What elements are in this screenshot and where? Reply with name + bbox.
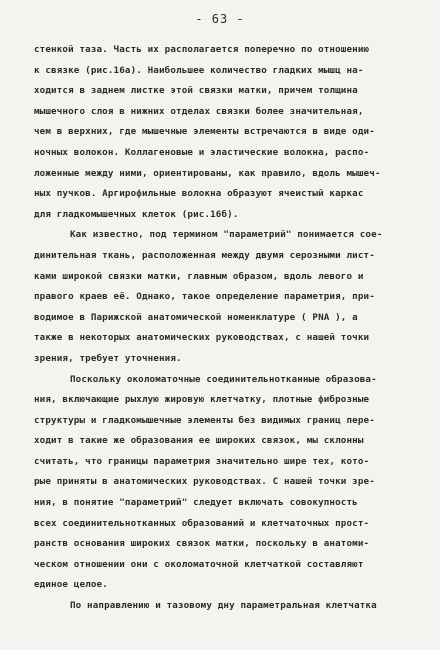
text-line: также в некоторых анатомических руководствах, с нашей точки — [34, 332, 370, 344]
text-line: ческом отношении они с околоматочной клетчаткой составляют — [34, 558, 364, 570]
text-line: Поскольку околоматочные соединительнотканные образова- — [70, 373, 377, 385]
text-line: единое целое. — [34, 579, 108, 591]
text-line: водимое в Парижской анатомической номенклатуре ( PNA ), а — [34, 311, 358, 323]
text-line: ложенные между ними, ориентированы, как правило, вдоль мышеч- — [34, 167, 381, 179]
text-line: ходит в такие же образования ее широких связок, мы склонны — [34, 435, 364, 447]
text-line: ных пучков. Аргирофильные волокна образуют ячеистый каркас — [34, 188, 364, 200]
paragraph — [34, 596, 406, 617]
text-line: динительная ткань, расположенная между двумя серозными лист- — [34, 249, 375, 261]
text-line: Как известно, под термином "параметрий" понимается сое- — [70, 229, 383, 241]
page-number: - 63 - — [195, 12, 245, 26]
body-text — [34, 40, 406, 617]
text-line: По направлению и тазовому дну параметральная клетчатка — [70, 600, 377, 612]
paragraph — [34, 40, 406, 225]
text-line: ния, включающие рыхлую жировую клетчатку, плотные фиброзные — [34, 394, 370, 406]
text-line: ния, в понятие "параметрий" следует включать совокупность — [34, 497, 358, 509]
text-line: структуры и гладкомышечные элементы без видимых границ пере- — [34, 414, 375, 426]
text-line: для гладкомышечных клеток (рис.16б). — [34, 208, 239, 220]
text-line: ночных волокон. Коллагеновые и эластические волокна, распо- — [34, 146, 370, 158]
text-line: правого краев её. Однако, такое определение параметрия, при- — [34, 291, 375, 303]
paragraph — [34, 225, 406, 369]
text-line: мышечного слоя в нижних отделах связки более значительная, — [34, 105, 364, 117]
text-line: ранств основания широких связок матки, поскольку в анатоми- — [34, 538, 370, 550]
text-line: чем в верхних, где мышечные элементы встречаются в виде оди- — [34, 126, 375, 138]
text-line: к связке (рис.16а). Наибольшее количество гладких мышц на- — [34, 64, 364, 76]
text-line: считать, что границы параметрия значительно шире тех, кото- — [34, 455, 370, 467]
text-line: ками широкой связки матки, главным образом, вдоль левого и — [34, 270, 364, 282]
text-line: зрения, требует уточнения. — [34, 352, 182, 364]
text-line: всех соединительнотканных образований и клетчаточных прост- — [34, 517, 370, 529]
text-line: стенкой таза. Часть их располагается поперечно по отношению — [34, 44, 370, 55]
paragraph — [34, 370, 406, 597]
text-line: рые приняты в анатомических руководствах. С нашей точки зре- — [34, 476, 375, 488]
text-line: ходится в заднем листке этой связки матки, причем толщина — [34, 85, 358, 97]
